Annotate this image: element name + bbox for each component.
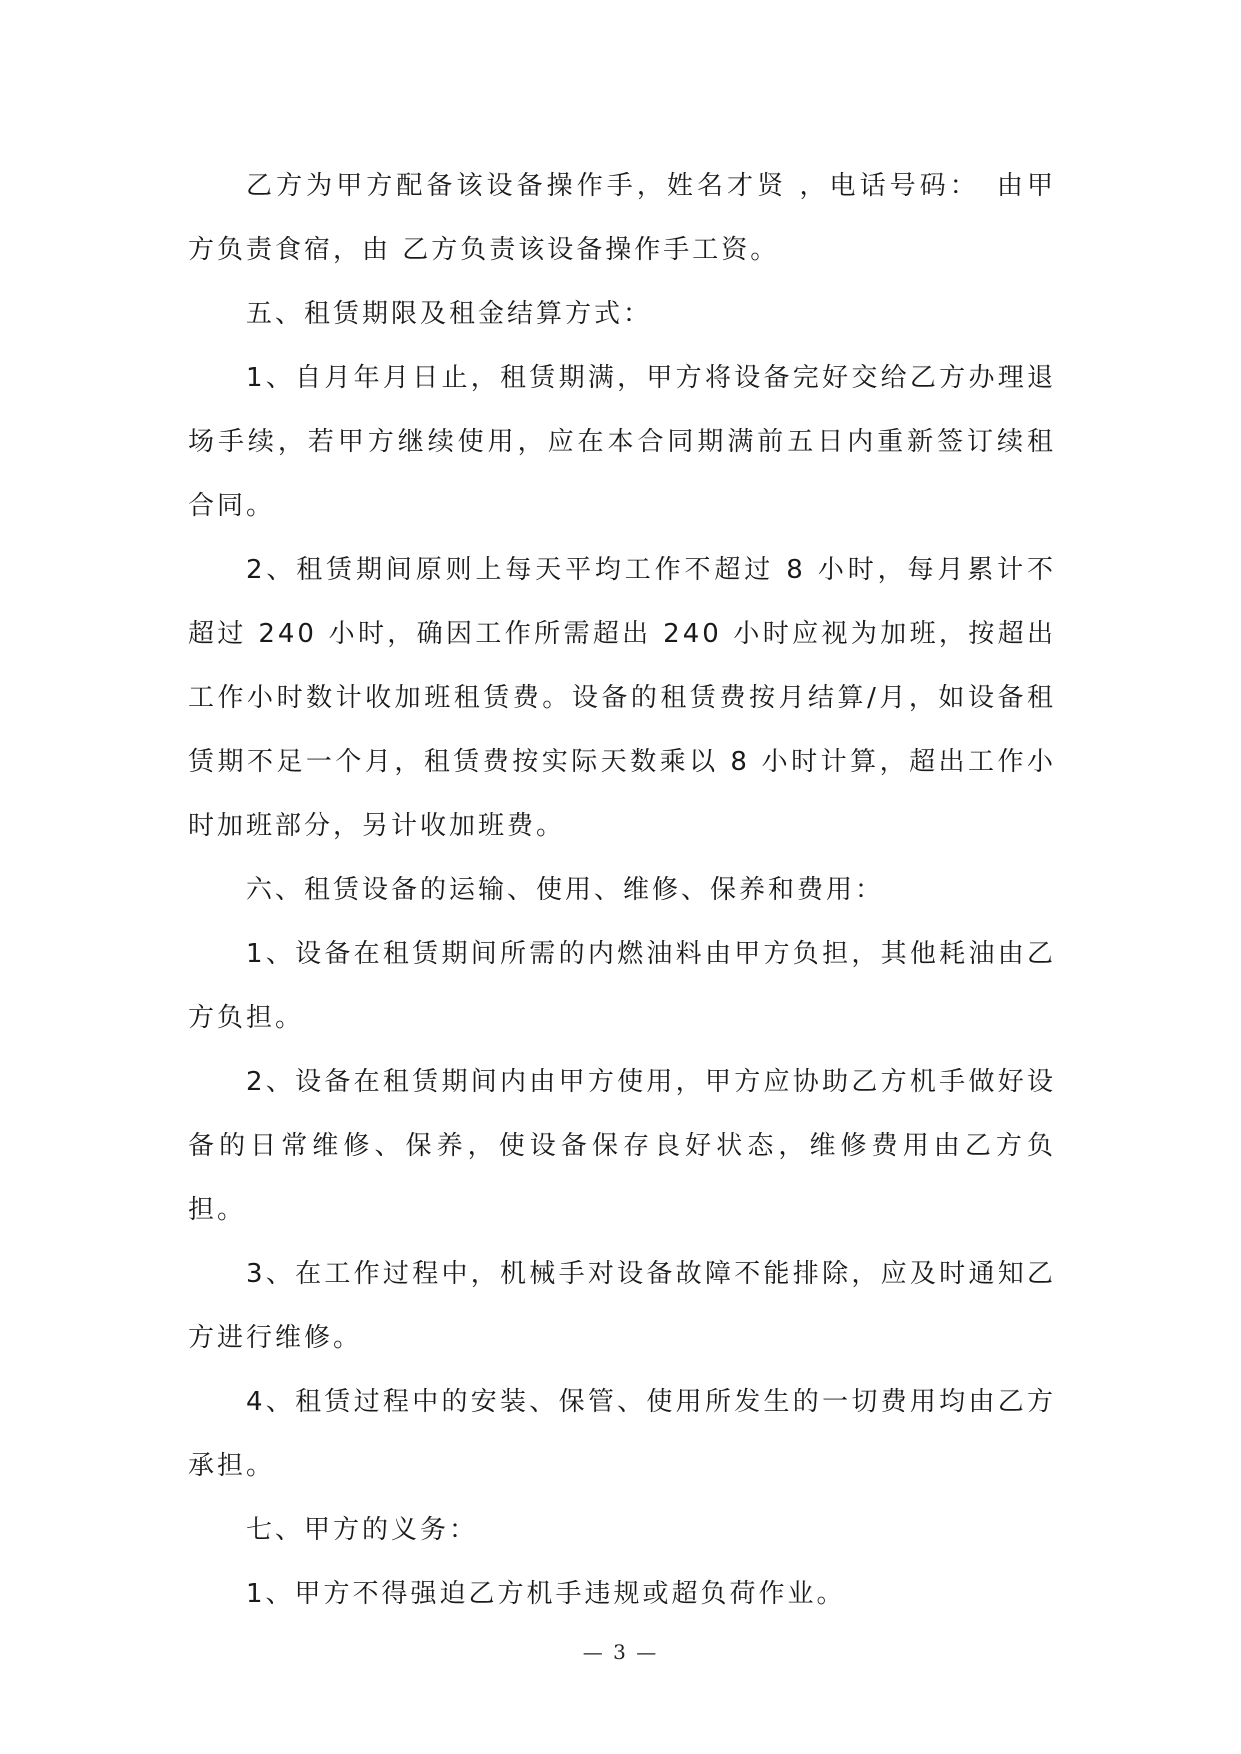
paragraph-5-1: 1、自月年月日止，租赁期满，甲方将设备完好交给乙方办理退场手续，若甲方继续使用，应在本合同期满前五日内重新签订续租合同。 <box>188 363 1056 521</box>
paragraph-6-1: 1、设备在租赁期间所需的内燃油料由甲方负担，其他耗油由乙方负担。 <box>188 939 1056 1033</box>
paragraph-7-1: 1、甲方不得强迫乙方机手违规或超负荷作业。 <box>246 1579 846 1609</box>
paragraph-6-2: 2、设备在租赁期间内由甲方使用，甲方应协助乙方机手做好设备的日常维修、保养，使设备保存良好状态，维修费用由乙方负担。 <box>188 1067 1056 1225</box>
heading-section-6: 六、租赁设备的运输、使用、维修、保养和费用： <box>246 875 885 905</box>
heading-section-7: 七、甲方的义务： <box>246 1515 479 1545</box>
paragraph-5-2: 2、租赁期间原则上每天平均工作不超过 8 小时，每月累计不超过 240 小时，确因工作所需超出 240 小时应视为加班，按超出工作小时数计收加班租赁费。设备的租赁费按月结算/月，如设备租赁期不足一个月，租赁费按实际天数乘以 8 小时计算，超出工作小时加班部分，另计收加班费。 <box>188 555 1056 841</box>
page-number: — 3 — <box>582 1640 659 1664</box>
paragraph-6-3: 3、在工作过程中，机械手对设备故障不能排除，应及时通知乙方进行维修。 <box>188 1259 1056 1353</box>
heading-section-5: 五、租赁期限及租金结算方式： <box>246 299 653 329</box>
paragraph-operator: 乙方为甲方配备该设备操作手，姓名才贤 ，电话号码： 由甲方负责食宿，由 乙方负责该设备操作手工资。 <box>188 171 1056 265</box>
document-body <box>188 154 1056 1626</box>
paragraph-6-4: 4、租赁过程中的安装、保管、使用所发生的一切费用均由乙方承担。 <box>188 1387 1056 1481</box>
